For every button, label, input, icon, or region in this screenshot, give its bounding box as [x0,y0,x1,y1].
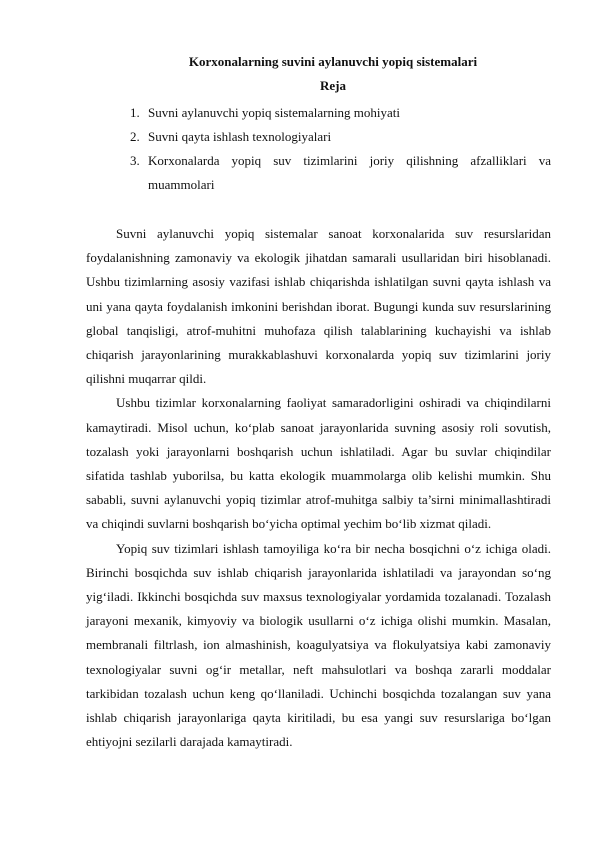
plan-list [130,101,551,197]
plan-item-text: Korxonalarda yopiq suv tizimlarini joriy qilishning afzalliklari va muammolari [148,153,551,192]
document-title: Korxonalarning suvini aylanuvchi yopiq sistemalari [188,54,478,69]
plan-item [130,101,551,125]
plan-item-text: Suvni qayta ishlash texnologiyalari [148,129,332,144]
plan-item [130,125,551,149]
body-text [86,222,551,754]
paragraph: Ushbu tizimlar korxonalarning faoliyat samaradorligini oshiradi va chiqindilarni kamaytiradi. Misol uchun, ko‘plab sanoat jarayonlarida suvning asosiy roli sovutish, tozalash yoki jarayonlarni boshqarish uchun ishlatiladi. Agar bu suvlar chiqindilar sifatida tashlab yuborilsa, bu katta ekologik muammolarga olib kelishi mumkin. Shu sababli, suvni aylanuvchi yopiq tizimlar atrof-muhitga salbiy ta’sirni minimallashtiradi va chiqindi suvlarni boshqarish bo‘yicha optimal yechim bo‘lib xizmat qiladi. [86,395,551,532]
plan-item-text: Suvni aylanuvchi yopiq sistemalarning mohiyati [148,105,401,120]
plan-item-number: 2. [130,129,140,144]
paragraph: Suvni aylanuvchi yopiq sistemalar sanoat korxonalarida suv resurslaridan foydalanishning zamonaviy va ekologik jihatdan samarali usullaridan biri hisoblanadi. Ushbu tizimlarning asosiy vazifasi ishlab chiqarishda ishlatilgan suvni qayta ishlash va uni yana qayta foydalanish imkonini berishdan iborat. Bugungi kunda suv resurslarining global tanqisligi, atrof-muhitni muhofaza qilish talablarining kuchayishi va ishlab chiqarish jarayonlarining murakkablashuvi korxonalarda yopiq suv tizimlarini joriy qilishni muqarrar qildi. [86,226,551,387]
paragraph: Yopiq suv tizimlari ishlash tamoyiliga ko‘ra bir necha bosqichni o‘z ichiga oladi. Birinchi bosqichda suv ishlab chiqarish jarayonlarida ishlatiladi va jarayondan so‘ng yig‘iladi. Ikkinchi bosqichda suv maxsus texnologiyalar yordamida tozalanadi. Tozalash jarayoni mexanik, kimyoviy va biologik usullarni o‘z ichiga olishi mumkin. Masalan, membranali filtrlash, ion almashinish, koagulyatsiya va flokulyatsiya kabi zamonaviy texnologiyalar suvni og‘ir metallar, neft mahsulotlari va boshqa zararli moddalar tarkibidan tozalash uchun keng qo‘llaniladi. Uchinchi bosqichda tozalangan suv yana ishlab chiqarish jarayonlariga qayta kiritiladi, bu esa yangi suv resurslariga bo‘lgan ehtiyojni sezilarli darajada kamaytiradi. [86,540,551,750]
plan-item-number: 3. [130,153,140,168]
plan-item-number: 1. [130,105,140,120]
plan-heading: Reja [320,78,346,93]
plan-item [130,149,551,197]
